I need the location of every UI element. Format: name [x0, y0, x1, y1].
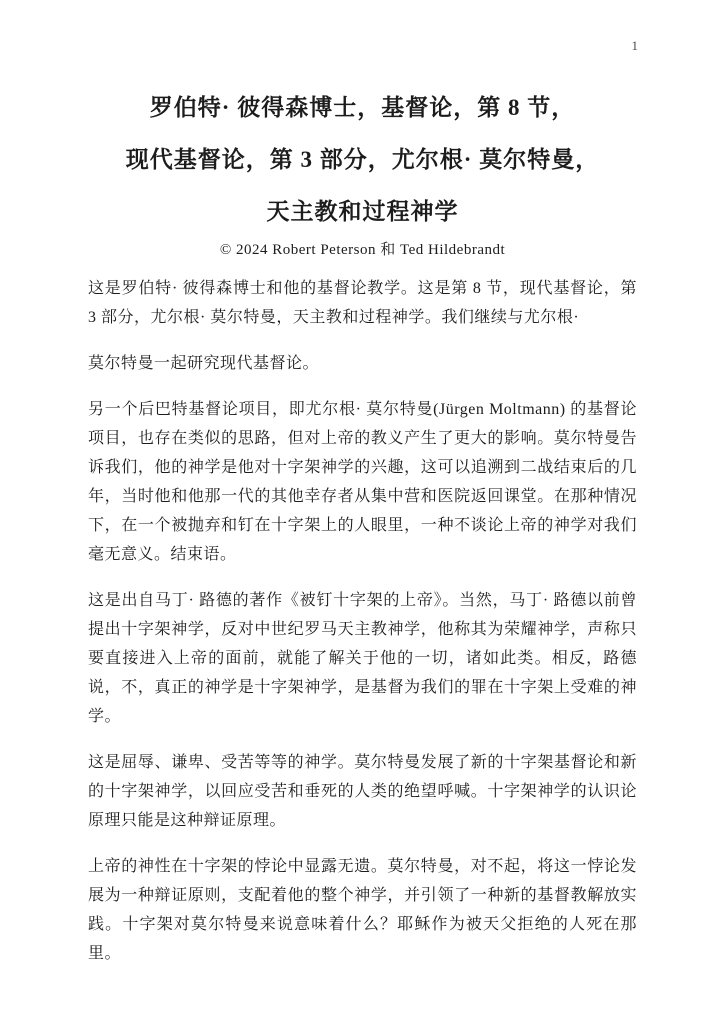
- copyright-line: © 2024 Robert Peterson 和 Ted Hildebrandt: [219, 242, 506, 258]
- paragraph-moltmann-project: 另一个后巴特基督论项目，即尤尔根· 莫尔特曼(Jürgen Moltmann) 的基督论项目，也存在类似的思路，但对上帝的教义产生了更大的影响。莫尔特曼告诉我们，他的神学是他对十字架神学的兴趣，这可以追溯到二战结束后的几年，当时他和他那一代的其他幸存者从集中营和医院返回课堂。在那种情况下，在一个被抛弃和钉在十字架上的人眼里，一种不谈论上帝的神学对我们毫无意义。结束语。: [88, 401, 637, 563]
- paragraph-intro-continuation: 莫尔特曼一起研究现代基督论。: [88, 355, 320, 372]
- document-title: [88, 82, 637, 238]
- page-number: 1: [631, 38, 638, 53]
- title-line-3: 天主教和过程神学: [266, 199, 459, 224]
- title-line-1: 罗伯特· 彼得森博士，基督论，第 8 节，: [149, 95, 576, 120]
- paragraph-luther-crucified-god: 这是出自马丁· 路德的著作《被钉十字架的上帝》。当然，马丁· 路德以前曾提出十字架神学，反对中世纪罗马天主教神学，他称其为荣耀神学，声称只要直接进入上帝的面前，就能了解关于他的一切，诸如此类。相反，路德说，不，真正的神学是十字架神学，是基督为我们的罪在十字架上受难的神学。: [88, 592, 637, 725]
- title-line-2: 现代基督论，第 3 部分，尤尔根· 莫尔特曼，: [125, 147, 600, 172]
- paragraph-theology-of-cross: 这是屈辱、谦卑、受苦等等的神学。莫尔特曼发展了新的十字架基督论和新的十字架神学，以回应受苦和垂死的人类的绝望呼喊。十字架神学的认识论原理只能是这种辩证原理。: [88, 754, 637, 829]
- paragraph-intro: 这是罗伯特· 彼得森博士和他的基督论教学。这是第 8 节，现代基督论，第 3 部分，尤尔根· 莫尔特曼，天主教和过程神学。我们继续与尤尔根·: [88, 280, 637, 326]
- paragraph-paradox-dialectic: 上帝的神性在十字架的悖论中显露无遗。莫尔特曼，对不起，将这一悖论发展为一种辩证原则，支配着他的整个神学，并引领了一种新的基督教解放实践。十字架对莫尔特曼来说意味着什么？耶稣作为被天父拒绝的人死在那里。: [88, 858, 637, 962]
